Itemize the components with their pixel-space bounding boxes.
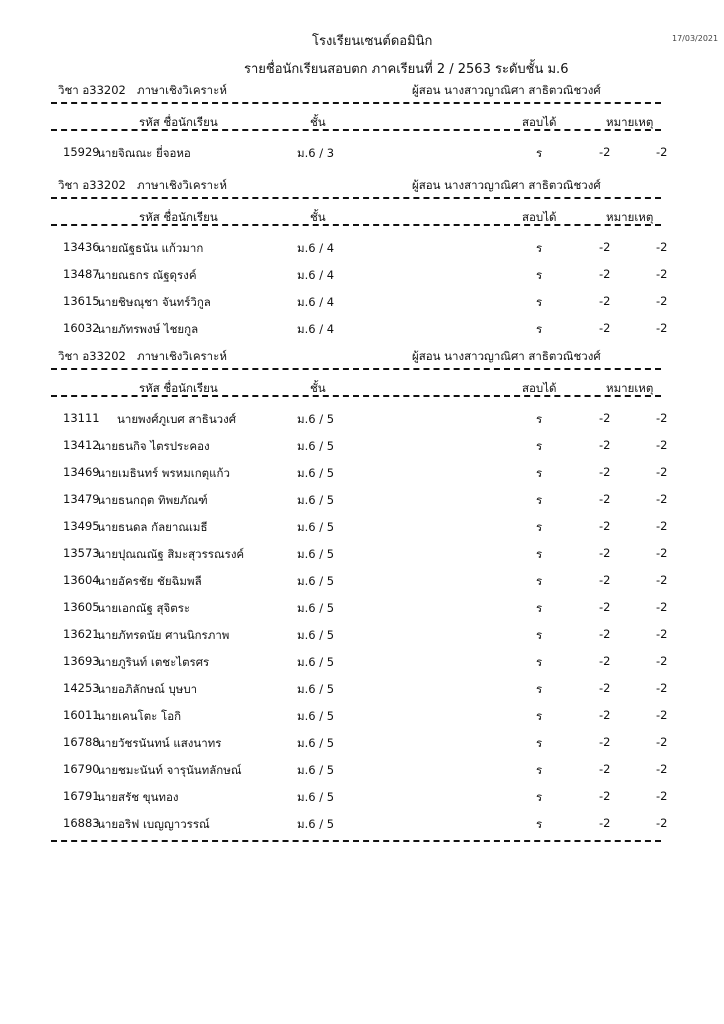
student-name: นายพงศ์ภูเบศ สาธินวงศ์ [117,412,237,426]
remark-value-1: -2 [599,519,611,533]
student-name: นายณธกร ณัฐดุรงค์ [97,268,197,282]
section-divider-top [51,368,661,370]
remark-value-1: -2 [599,411,611,425]
student-name: นายภัทรพงษ์ ไชยกูล [97,322,199,336]
student-id: 13573 [63,546,100,560]
exam-status: ร [536,574,543,588]
subject-code: วิชา อ33202 [58,178,126,192]
student-class: ม.6 / 5 [297,655,335,669]
student-id: 13412 [63,438,100,452]
student-class: ม.6 / 5 [297,493,335,507]
exam-status: ร [536,241,543,255]
column-header-id-name: รหัส ชื่อนักเรียน [139,210,218,224]
remark-value-2: -2 [656,321,668,335]
student-class: ม.6 / 4 [297,322,335,336]
exam-status: ร [536,655,543,669]
remark-value-1: -2 [599,546,611,560]
exam-status: ร [536,736,543,750]
remark-value-2: -2 [656,627,668,641]
remark-value-2: -2 [656,789,668,803]
remark-value-2: -2 [656,294,668,308]
student-class: ม.6 / 4 [297,241,335,255]
remark-value-1: -2 [599,654,611,668]
exam-status: ร [536,439,543,453]
exam-status: ร [536,295,543,309]
exam-status: ร [536,412,543,426]
section-divider-top [51,102,661,104]
remark-value-1: -2 [599,294,611,308]
exam-status: ร [536,268,543,282]
section-divider-header [51,395,661,397]
student-class: ม.6 / 5 [297,520,335,534]
remark-value-1: -2 [599,627,611,641]
student-id: 16791 [63,789,100,803]
remark-value-2: -2 [656,519,668,533]
student-name: นายอภิลักษณ์ บุษบา [97,682,198,696]
exam-status: ร [536,682,543,696]
student-id: 16011 [63,708,100,722]
exam-status: ร [536,493,543,507]
column-header-remark: หมายเหตุ [606,115,654,129]
remark-value-2: -2 [656,240,668,254]
remark-value-1: -2 [599,681,611,695]
student-id: 13111 [63,411,100,425]
remark-value-1: -2 [599,708,611,722]
column-header-score: สอบได้ [522,381,557,395]
student-class: ม.6 / 5 [297,817,335,831]
exam-status: ร [536,466,543,480]
school-name: โรงเรียนเซนต์ดอมินิก [312,34,433,49]
exam-status: ร [536,763,543,777]
remark-value-1: -2 [599,240,611,254]
remark-value-2: -2 [656,681,668,695]
student-name: นายภัทรดนัย ศานนิกรภาพ [97,628,230,642]
student-name: นายจิณณะ ยี่จอหอ [97,146,191,160]
student-class: ม.6 / 5 [297,439,335,453]
exam-status: ร [536,547,543,561]
student-name: นายธนกิจ ไตรประคอง [97,439,210,453]
subject-name: ภาษาเชิงวิเคราะห์ [137,349,227,363]
remark-value-1: -2 [599,438,611,452]
teacher-name: ผู้สอน นางสาวญาณิศา สาธิตวณิชวงศ์ [412,178,601,192]
teacher-name: ผู้สอน นางสาวญาณิศา สาธิตวณิชวงศ์ [412,83,601,97]
remark-value-1: -2 [599,492,611,506]
column-header-class: ชั้น [310,210,326,224]
column-header-class: ชั้น [310,381,326,395]
student-id: 15929 [63,145,100,159]
remark-value-1: -2 [599,267,611,281]
remark-value-2: -2 [656,708,668,722]
table-divider-bottom [51,840,661,842]
remark-value-2: -2 [656,145,668,159]
column-header-score: สอบได้ [522,210,557,224]
remark-value-2: -2 [656,735,668,749]
student-id: 14253 [63,681,100,695]
student-class: ม.6 / 5 [297,547,335,561]
student-id: 13615 [63,294,100,308]
remark-value-2: -2 [656,816,668,830]
remark-value-2: -2 [656,573,668,587]
remark-value-1: -2 [599,600,611,614]
exam-status: ร [536,790,543,804]
student-id: 13479 [63,492,100,506]
student-id: 13495 [63,519,100,533]
column-header-score: สอบได้ [522,115,557,129]
subject-code: วิชา อ33202 [58,83,126,97]
remark-value-1: -2 [599,762,611,776]
student-class: ม.6 / 4 [297,295,335,309]
remark-value-2: -2 [656,465,668,479]
remark-value-2: -2 [656,654,668,668]
remark-value-2: -2 [656,411,668,425]
remark-value-2: -2 [656,492,668,506]
student-id: 16788 [63,735,100,749]
student-name: นายธนกฤต ทิพยภัณฑ์ [97,493,208,507]
student-id: 13469 [63,465,100,479]
student-class: ม.6 / 5 [297,628,335,642]
remark-value-1: -2 [599,789,611,803]
student-id: 13693 [63,654,100,668]
exam-status: ร [536,322,543,336]
student-name: นายอัครชัย ชัยฉิมพลี [97,574,202,588]
student-id: 13604 [63,573,100,587]
remark-value-2: -2 [656,600,668,614]
exam-status: ร [536,817,543,831]
teacher-name: ผู้สอน นางสาวญาณิศา สาธิตวณิชวงศ์ [412,349,601,363]
student-id: 13621 [63,627,100,641]
column-header-id-name: รหัส ชื่อนักเรียน [139,115,218,129]
exam-status: ร [536,628,543,642]
student-class: ม.6 / 5 [297,763,335,777]
student-name: นายเมธินทร์ พรหมเกตุแก้ว [97,466,230,480]
student-class: ม.6 / 5 [297,736,335,750]
student-class: ม.6 / 3 [297,146,335,160]
student-class: ม.6 / 5 [297,682,335,696]
exam-status: ร [536,709,543,723]
print-date: 17/03/2021 [672,34,719,43]
remark-value-2: -2 [656,546,668,560]
student-name: นายปุณณณัฐ สิมะสุวรรณรงค์ [97,547,245,561]
student-id: 16883 [63,816,100,830]
remark-value-1: -2 [599,816,611,830]
exam-status: ร [536,520,543,534]
remark-value-1: -2 [599,145,611,159]
student-name: นายชมะนันท์ จารุนันทลักษณ์ [97,763,242,777]
student-class: ม.6 / 5 [297,709,335,723]
student-name: นายเอกณัฐ สุจิตระ [97,601,191,615]
student-name: นายธนดล กัลยาณเมธี [97,520,208,534]
remark-value-1: -2 [599,321,611,335]
column-header-remark: หมายเหตุ [606,381,654,395]
remark-value-2: -2 [656,267,668,281]
subject-code: วิชา อ33202 [58,349,126,363]
section-divider-header [51,224,661,226]
student-class: ม.6 / 5 [297,601,335,615]
student-name: นายณัฐธนัน แก้วมาก [97,241,204,255]
section-divider-top [51,197,661,199]
remark-value-2: -2 [656,438,668,452]
student-name: นายสรัช ขุนทอง [97,790,179,804]
column-header-id-name: รหัส ชื่อนักเรียน [139,381,218,395]
remark-value-1: -2 [599,573,611,587]
report-subtitle: รายชื่อนักเรียนสอบตก ภาคเรียนที่ 2 / 2563 ระดับชั้น ม.6 [244,62,569,77]
student-class: ม.6 / 5 [297,466,335,480]
section-divider-header [51,129,661,131]
student-name: นายภูรินท์ เตชะไตรศร [97,655,210,669]
student-name: นายเคนโตะ โอกิ [97,709,182,723]
student-class: ม.6 / 4 [297,268,335,282]
student-id: 13605 [63,600,100,614]
student-class: ม.6 / 5 [297,412,335,426]
exam-status: ร [536,601,543,615]
exam-status: ร [536,146,543,160]
student-id: 13436 [63,240,100,254]
subject-name: ภาษาเชิงวิเคราะห์ [137,83,227,97]
student-id: 16032 [63,321,100,335]
remark-value-1: -2 [599,735,611,749]
column-header-remark: หมายเหตุ [606,210,654,224]
remark-value-1: -2 [599,465,611,479]
student-class: ม.6 / 5 [297,790,335,804]
student-id: 13487 [63,267,100,281]
column-header-class: ชั้น [310,115,326,129]
student-name: นายชิษณุชา จันทร์วิกูล [97,295,211,309]
student-class: ม.6 / 5 [297,574,335,588]
student-name: นายอริฟ เบญญาวรรณ์ [97,817,210,831]
student-id: 16790 [63,762,100,776]
student-name: นายวัชรนันทน์ แสงนาทร [97,736,222,750]
remark-value-2: -2 [656,762,668,776]
subject-name: ภาษาเชิงวิเคราะห์ [137,178,227,192]
